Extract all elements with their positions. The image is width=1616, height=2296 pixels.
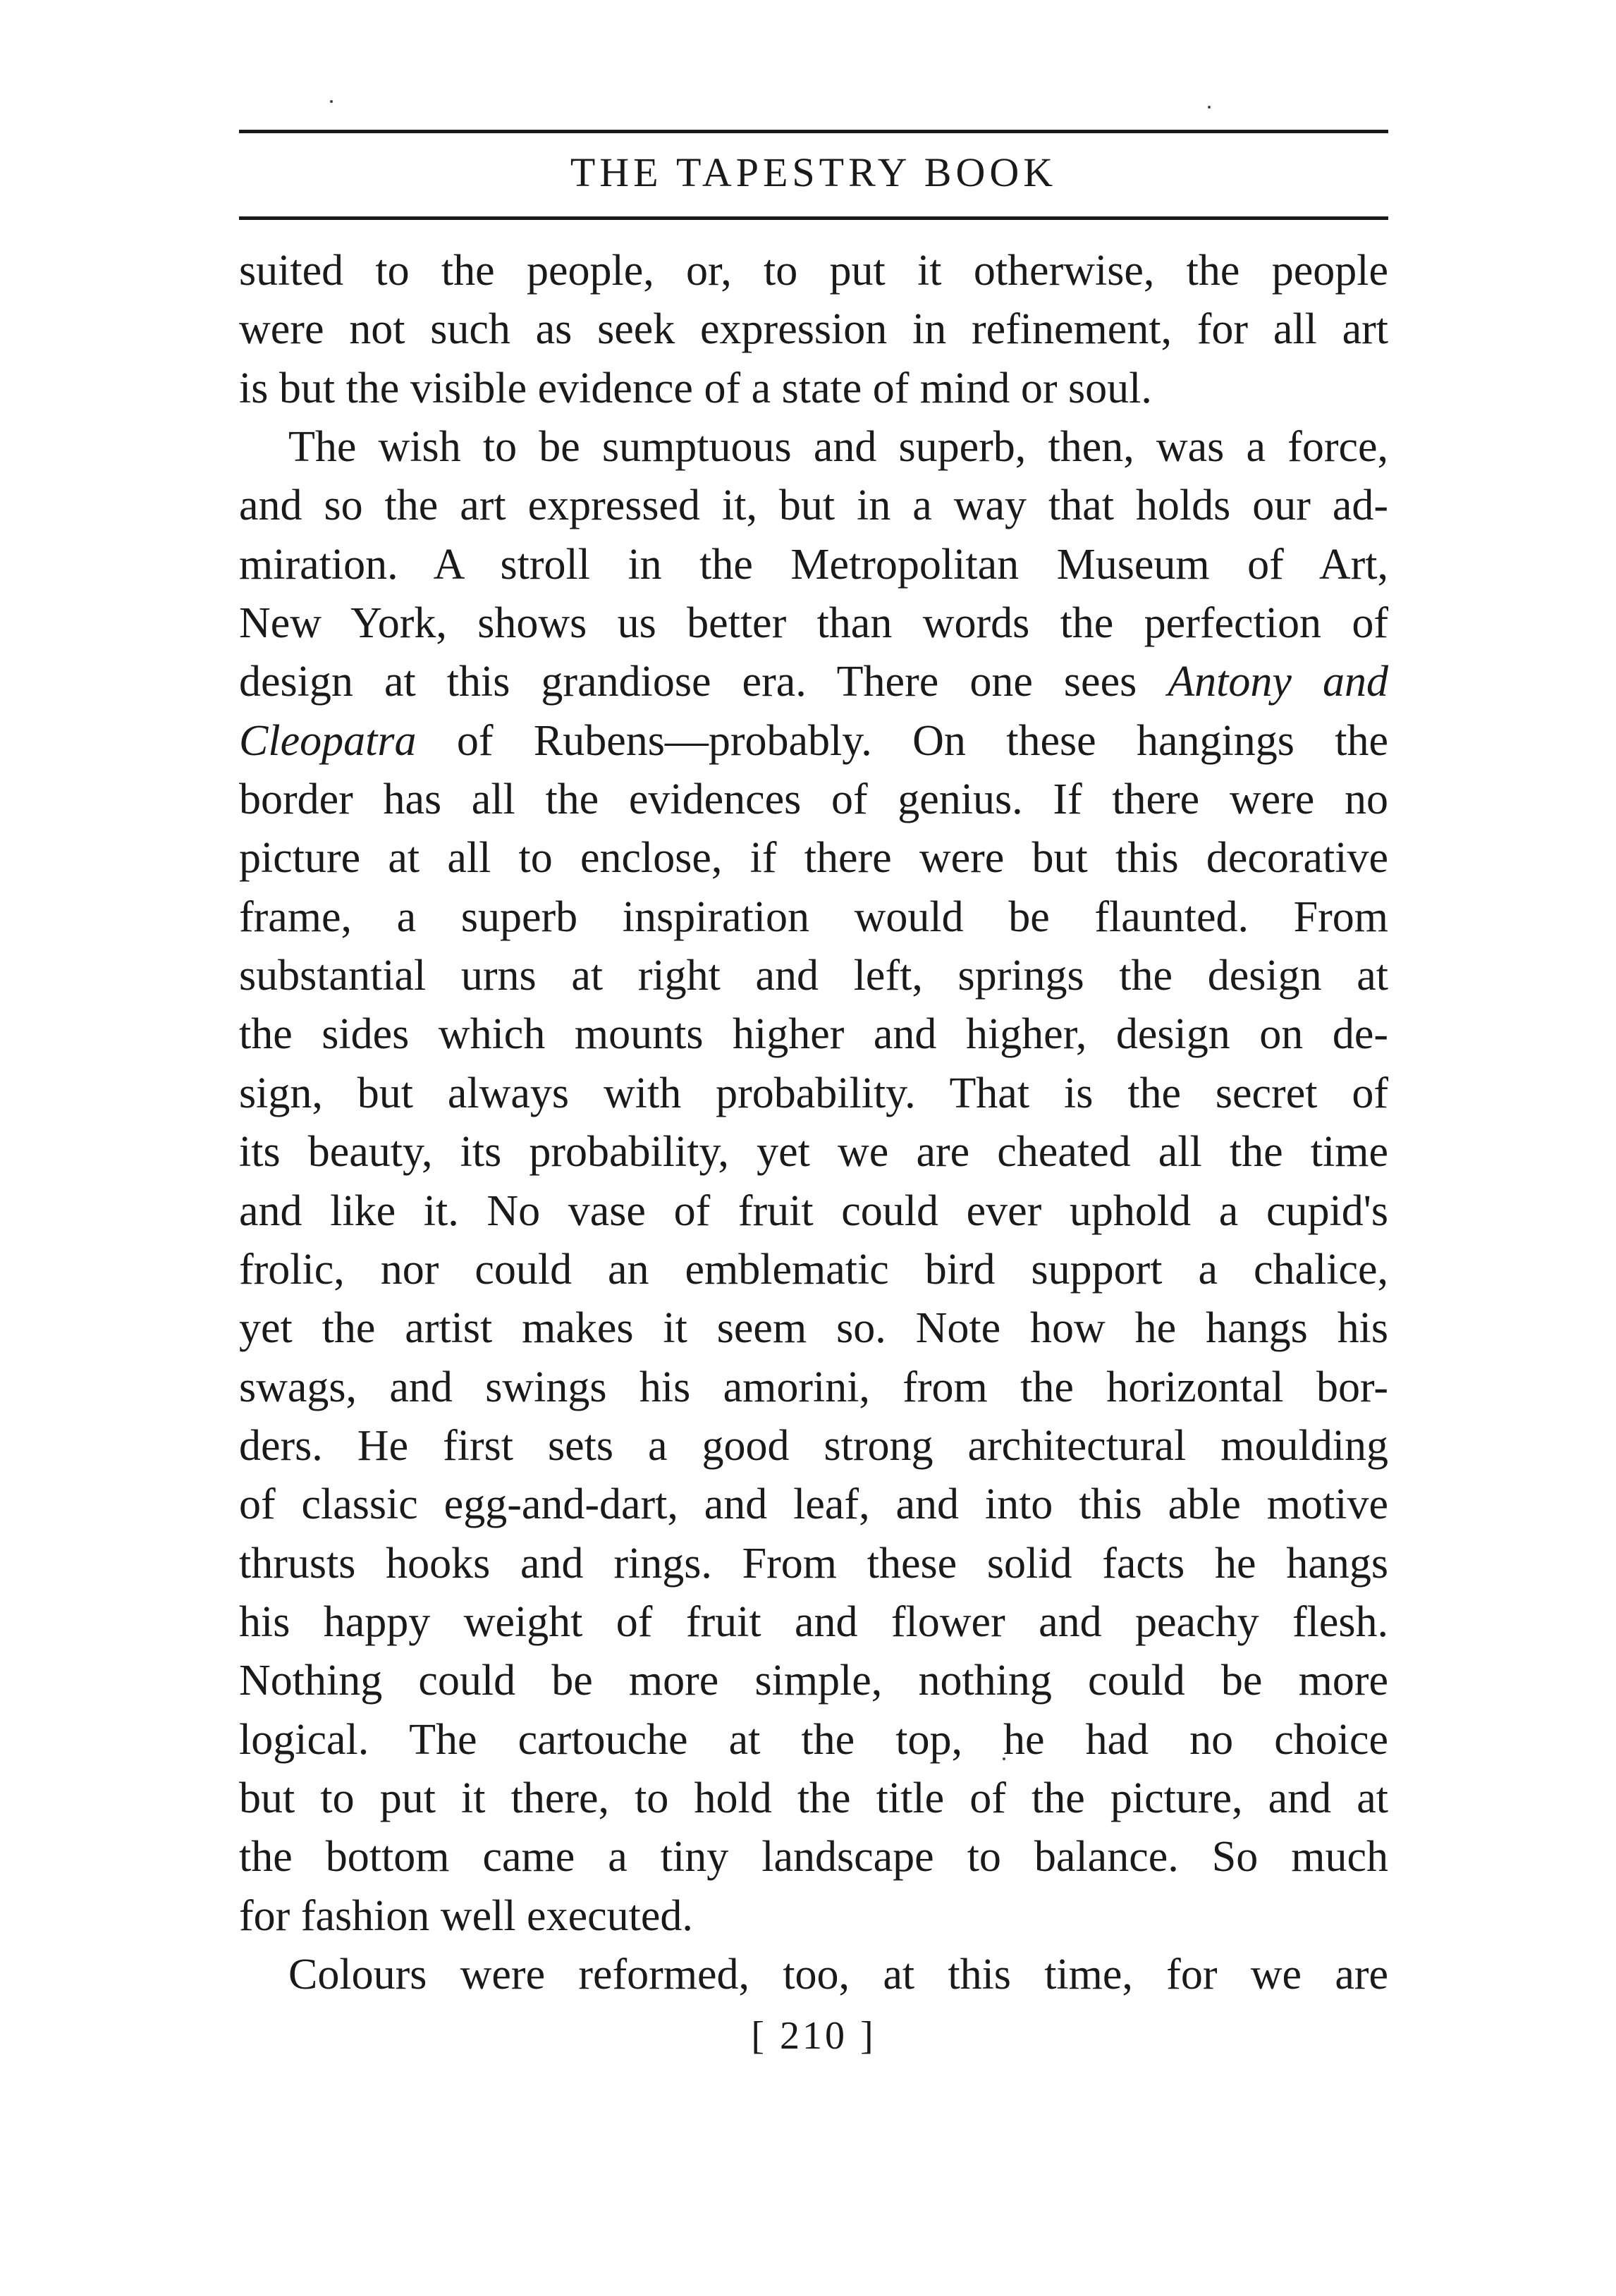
text-line: New York, shows us better than words the perfection of: [239, 599, 1388, 648]
text-line: logical. The cartouche at the top, he had no choice: [239, 1715, 1388, 1764]
text-line: his happy weight of fruit and flower and peachy flesh.: [239, 1597, 1388, 1646]
text-line: substantial urns at right and left, springs the design at: [239, 952, 1388, 1000]
text-line: for fashion well executed.: [239, 1891, 693, 1940]
text-line: thrusts hooks and rings. From these solid facts he hangs: [239, 1539, 1388, 1588]
text-line: suited to the people, or, to put it otherwise, the people: [239, 247, 1388, 295]
text-line: the bottom came a tiny landscape to balance. So much: [239, 1833, 1388, 1881]
text-line: Colours were reformed, too, at this time, for we are: [288, 1950, 1388, 1999]
page-number: [ 210 ]: [751, 2014, 876, 2058]
text-line: the sides which mounts higher and higher, design on de-: [239, 1010, 1388, 1059]
text-segment: of Rubens—probably. On these hangings the: [456, 716, 1388, 765]
text-line: border has all the evidences of genius. If there were no: [239, 775, 1388, 824]
text-line: and like it. No vase of fruit could ever uphold a cupid's: [239, 1186, 1388, 1235]
body-text: [239, 242, 1388, 2004]
text-line: and so the art expressed it, but in a way that holds our ad-: [239, 481, 1388, 530]
header-rule-top: [239, 130, 1388, 133]
text-line: of classic egg-and-dart, and leaf, and into this able motive: [239, 1480, 1388, 1529]
text-line: miration. A stroll in the Metropolitan Museum of Art,: [239, 540, 1388, 589]
artwork-title-italic: Antony and: [1168, 658, 1388, 706]
text-line: but to put it there, to hold the title of the picture, and at: [239, 1774, 1388, 1822]
text-line-mixed: [239, 712, 1388, 771]
text-line: ders. He first sets a good strong architectural moulding: [239, 1421, 1388, 1470]
text-line: frame, a superb inspiration would be flaunted. From: [239, 892, 1388, 941]
text-line: The wish to be sumptuous and superb, then, was a force,: [288, 423, 1388, 472]
running-title: THE TAPESTRY BOOK: [570, 149, 1058, 195]
text-line: Nothing could be more simple, nothing could be more: [239, 1657, 1388, 1705]
paper-speck: [330, 100, 333, 103]
header-rule-bottom: [239, 216, 1388, 220]
text-line: were not such as seek expression in refinement, for all art: [239, 305, 1388, 354]
text-line-mixed: [239, 653, 1388, 711]
artwork-title-italic: Cleopatra: [239, 716, 417, 765]
text-line: is but the visible evidence of a state of mind or soul.: [239, 364, 1152, 412]
text-line: frolic, nor could an emblematic bird support a chalice,: [239, 1245, 1388, 1294]
text-line: picture at all to enclose, if there were but this decorative: [239, 834, 1388, 883]
text-line: its beauty, its probability, yet we are cheated all the time: [239, 1128, 1388, 1177]
text-segment: design at this grandiose era. There one sees: [239, 658, 1137, 706]
paper-speck: [1208, 106, 1211, 109]
text-line: yet the artist makes it seem so. Note how he hangs his: [239, 1304, 1388, 1353]
text-line: swags, and swings his amorini, from the horizontal bor-: [239, 1363, 1388, 1411]
text-line: sign, but always with probability. That is the secret of: [239, 1069, 1388, 1117]
